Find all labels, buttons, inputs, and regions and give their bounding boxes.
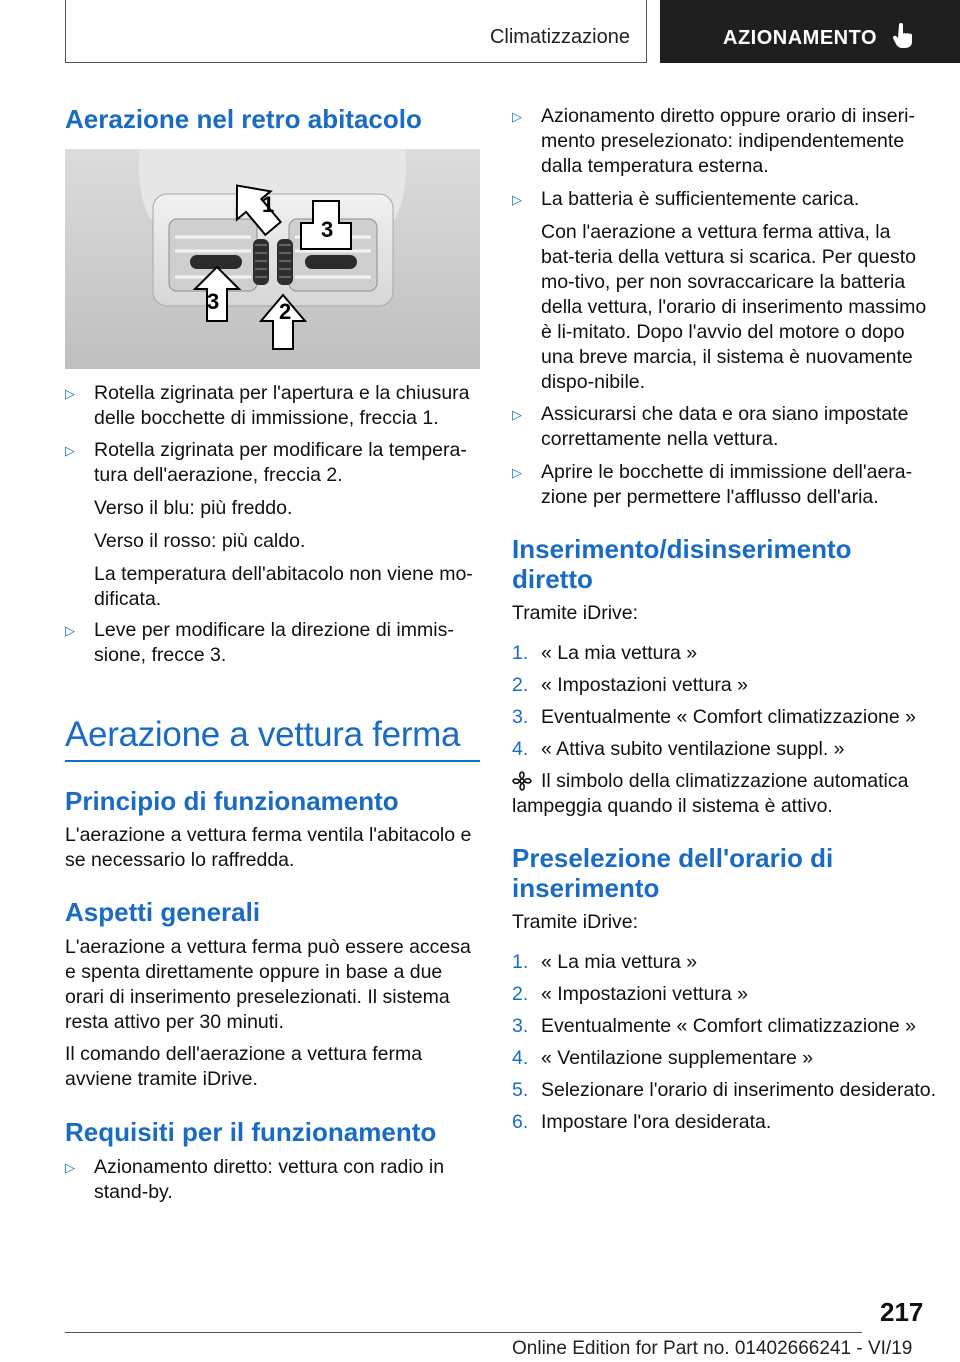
sub-text: Verso il rosso: più caldo.	[94, 530, 306, 552]
footer-rule	[65, 1332, 862, 1333]
footer-edition: Online Edition for Part no. 01402666241 - VI/19	[512, 1338, 913, 1359]
direct-note: Il simbolo della climatizzazione automatica lampeggia quando il sistema è attivo.	[512, 770, 909, 817]
bullet-triangle-icon: ▷	[512, 192, 522, 207]
standstill-heading: Aerazione a vettura ferma	[65, 715, 461, 754]
bullet-triangle-icon: ▷	[65, 386, 75, 401]
battery-note: Con l'aerazione a vettura ferma attiva, la bat-teria della vettura si scarica. Per questo mo-tivo, per non sovraccaricare la batteria della vettura, l'orario di inserimento massimo è li-mitato. Dopo l'avvio del motore o dopo una breve marcia, il sistema è nuovamente dispo-nibile.	[541, 221, 927, 393]
rear-ventilation-heading: Aerazione nel retro abitacolo	[65, 104, 422, 134]
bullet-triangle-icon: ▷	[512, 109, 522, 124]
heading-rule	[65, 760, 480, 762]
figure-label-1: 1	[262, 192, 275, 217]
direct-intro: Tramite iDrive:	[512, 602, 639, 624]
figure-label-2: 2	[279, 299, 292, 324]
header-chapter-tab	[660, 0, 960, 63]
figure-label-3-right: 3	[321, 217, 334, 242]
direct-heading: Inserimento/disinserimento diretto	[512, 534, 852, 594]
rear-vent-figure	[65, 149, 480, 369]
page-number: 217	[880, 1297, 924, 1327]
header-section-box	[65, 0, 647, 63]
principle-heading: Principio di funzionamento	[65, 786, 399, 816]
general-text-1: L'aerazione a vettura ferma può essere accesa e spenta direttamente oppure in base a due orari di inserimento preselezionati. Il sistema resta attivo per 30 minuti.	[65, 936, 471, 1033]
bullet-triangle-icon: ▷	[512, 407, 522, 422]
hand-pointer-icon	[892, 23, 914, 49]
preselect-heading: Preselezione dell'orario di inserimento	[512, 843, 834, 903]
requirements-heading: Requisiti per il funzionamento	[65, 1117, 437, 1147]
header-chapter-title: AZIONAMENTO	[723, 27, 878, 49]
figure-label-3-left: 3	[207, 289, 220, 314]
general-text-2: Il comando dell'aerazione a vettura ferma avviene tramite iDrive.	[65, 1043, 423, 1090]
sub-text: Verso il blu: più freddo.	[94, 497, 293, 519]
bullet-triangle-icon: ▷	[65, 1160, 75, 1175]
bullet-triangle-icon: ▷	[65, 443, 75, 458]
sub-text: La temperatura dell'abitacolo non viene mo-dificata.	[94, 563, 473, 610]
bullet-triangle-icon: ▷	[65, 623, 75, 638]
preselect-intro: Tramite iDrive:	[512, 911, 639, 933]
principle-text: L'aerazione a vettura ferma ventila l'abitacolo e se necessario lo raffredda.	[65, 824, 472, 871]
general-heading: Aspetti generali	[65, 897, 261, 927]
header-section-title: Climatizzazione	[489, 26, 630, 48]
bullet-triangle-icon: ▷	[512, 465, 522, 480]
